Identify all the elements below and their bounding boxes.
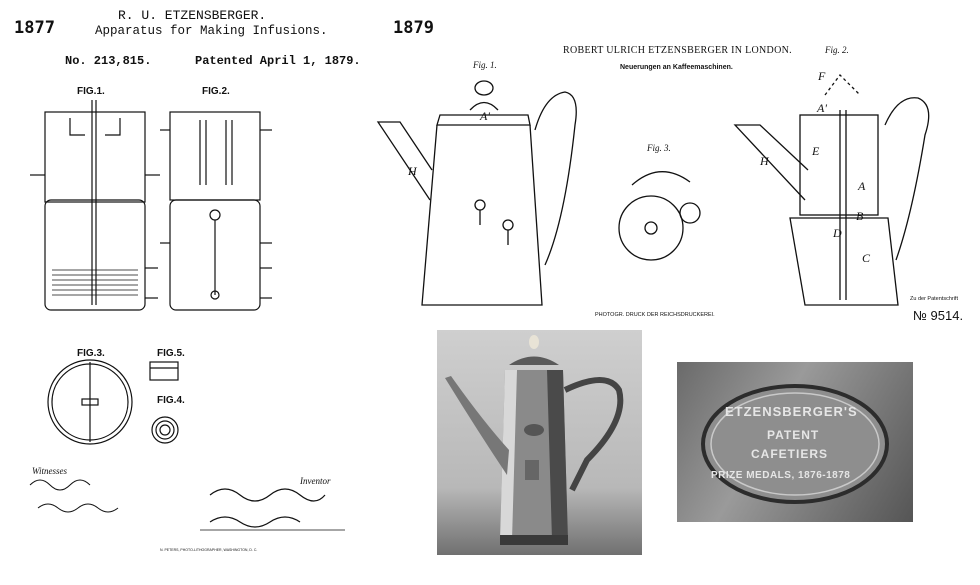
svg-text:A: A (858, 179, 866, 193)
year-1877: 1877 (14, 18, 55, 38)
german-patent-number: № 9514. (913, 308, 964, 323)
fig2-spout (735, 125, 808, 200)
svg-text:A': A' (817, 101, 827, 115)
medallion-line1: ETZENSBERGER'S (725, 404, 858, 419)
fig2-handle (885, 98, 929, 260)
german-patent-header: ROBERT ULRICH ETZENSBERGER IN LONDON. (563, 45, 792, 56)
zu-der-patentschrift: Zu der Patentschrift (910, 296, 958, 302)
svg-text:C: C (862, 251, 871, 265)
german-patent-subheader: Neuerungen an Kaffeemaschinen. (620, 64, 733, 71)
german-fig2-label: Fig. 2. (825, 45, 849, 55)
fig4-label: FIG.4. (157, 395, 185, 406)
svg-text:B: B (856, 209, 864, 223)
svg-text:D: D (833, 226, 842, 240)
svg-text:E: E (812, 144, 820, 158)
fig3-label: FIG.3. (77, 348, 105, 359)
inventor-label: Inventor (300, 476, 331, 486)
fig1-body (422, 125, 542, 305)
fig1-knob (475, 81, 493, 95)
fig1-handle (535, 92, 576, 265)
medallion-line3: CAFETIERS (751, 447, 829, 461)
svg-text:F: F (818, 69, 826, 83)
witnesses-label: Witnesses (32, 466, 67, 476)
fig5-box (150, 362, 178, 380)
svg-text:H: H (760, 154, 769, 168)
fig2-lower (790, 218, 898, 305)
fig1-label: FIG.1. (77, 86, 105, 97)
patent-number: No. 213,815. (65, 54, 152, 68)
fig5-label: FIG.5. (157, 348, 185, 359)
fig3-disc (619, 196, 683, 260)
patent-inventor: R. U. ETZENSBERGER. (118, 8, 267, 23)
svg-text:A': A' (480, 109, 490, 123)
medallion-line2: PATENT (767, 428, 820, 442)
patent-title: Apparatus for Making Infusions. (95, 24, 328, 38)
svg-text:H: H (408, 164, 417, 178)
patent-date: Patented April 1, 1879. (195, 54, 361, 68)
fig1-spout (378, 122, 432, 200)
fig2-label: FIG.2. (202, 86, 230, 97)
coffee-pot-photo (437, 330, 642, 555)
year-1879: 1879 (393, 18, 434, 38)
lithographer-footer: N. PETERS, PHOTO-LITHOGRAPHER, WASHINGTON, D. C. (160, 548, 258, 552)
german-fig3-label: Fig. 3. (647, 143, 671, 153)
medallion-line4: PRIZE MEDALS, 1876-1878 (711, 470, 851, 481)
medallion-photo (677, 362, 913, 522)
german-fig1-label: Fig. 1. (473, 60, 497, 70)
fig2-upper (800, 115, 878, 215)
reichsdruckerei-note: PHOTOGR. DRUCK DER REICHSDRUCKEREI. (595, 312, 715, 318)
